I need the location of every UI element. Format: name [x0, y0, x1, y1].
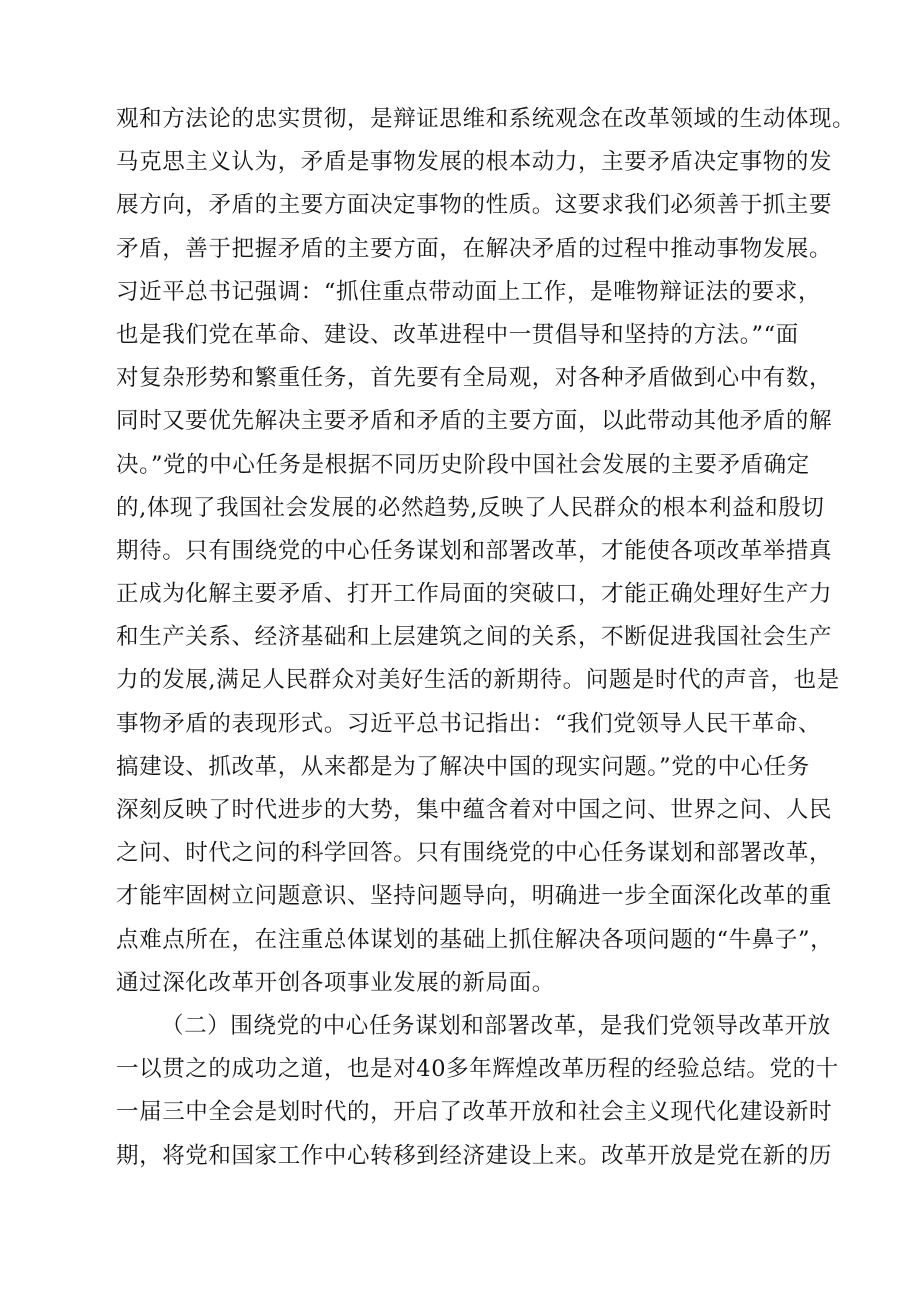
text-line: 决。”党的中心任务是根据不同历史阶段中国社会发展的主要矛盾确定: [116, 451, 810, 478]
text-line: 马克思主义认为，矛盾是事物发展的根本动力，主要矛盾决定事物的发: [116, 149, 833, 176]
text-line: 的,体现了我国社会发展的必然趋势,反映了人民群众的根本利益和殷切: [116, 494, 825, 521]
text-line: 通过深化改革开创各项事业发展的新局面。: [116, 969, 555, 996]
paragraph-heading: （二）围绕党的中心任务谋划和部署改革，是我们党领导改革开放: [161, 1012, 831, 1039]
text-line: 同时又要优先解决主要矛盾和矛盾的主要方面，以此带动其他矛盾的解: [116, 408, 833, 435]
text-line: 也是我们党在革命、建设、改革进程中一贯倡导和坚持的方法。”“面: [116, 321, 799, 348]
text-line: 一届三中全会是划时代的，开启了改革开放和社会主义现代化建设新时: [116, 1099, 833, 1126]
text-line: 习近平总书记强调：“抓住重点带动面上工作，是唯物辩证法的要求，: [116, 278, 822, 305]
text-line: 深刻反映了时代进步的大势，集中蕴含着对中国之问、世界之问、人民: [116, 797, 833, 823]
text-line: 和生产关系、经济基础和上层建筑之间的关系，不断促进我国社会生产: [116, 624, 833, 651]
text-line: 之问、时代之问的科学回答。只有围绕党的中心任务谋划和部署改革，: [116, 840, 833, 867]
text-line: 搞建设、抓改革，从来都是为了解决中国的现实问题。”党的中心任务: [116, 753, 810, 780]
text-line: 观和方法论的忠实贯彻，是辩证思维和系统观念在改革领域的生动体现。: [116, 106, 856, 132]
text-line: 事物矛盾的表现形式。习近平总书记指出：“我们党领导人民干革命、: [116, 710, 822, 737]
text-line: 点难点所在，在注重总体谋划的基础上抓住解决各项问题的“牛鼻子”，: [116, 926, 834, 953]
text-line: 力的发展,满足人民群众对美好生活的新期待。问题是时代的声音，也是: [116, 667, 840, 694]
text-line: 期待。只有围绕党的中心任务谋划和部署改革，才能使各项改革举措真: [116, 537, 833, 564]
text-line: 才能牢固树立问题意识、坚持问题导向，明确进一步全面深化改革的重: [116, 883, 833, 910]
text-line: 对复杂形势和繁重任务，首先要有全局观，对各种矛盾做到心中有数，: [116, 365, 833, 392]
text-line: 矛盾，善于把握矛盾的主要方面，在解决矛盾的过程中推动事物发展。: [116, 235, 833, 262]
text-line: 期，将党和国家工作中心转移到经济建设上来。改革开放是党在新的历: [116, 1142, 833, 1169]
body-text: [116, 98, 856, 1178]
text-line: 正成为化解主要矛盾、打开工作局面的突破口，才能正确处理好生产力: [116, 581, 833, 608]
text-line: 一以贯之的成功之道，也是对40多年辉煌改革历程的经验总结。党的十: [116, 1056, 839, 1083]
text-line: 展方向，矛盾的主要方面决定事物的性质。这要求我们必须善于抓主要: [116, 192, 833, 219]
